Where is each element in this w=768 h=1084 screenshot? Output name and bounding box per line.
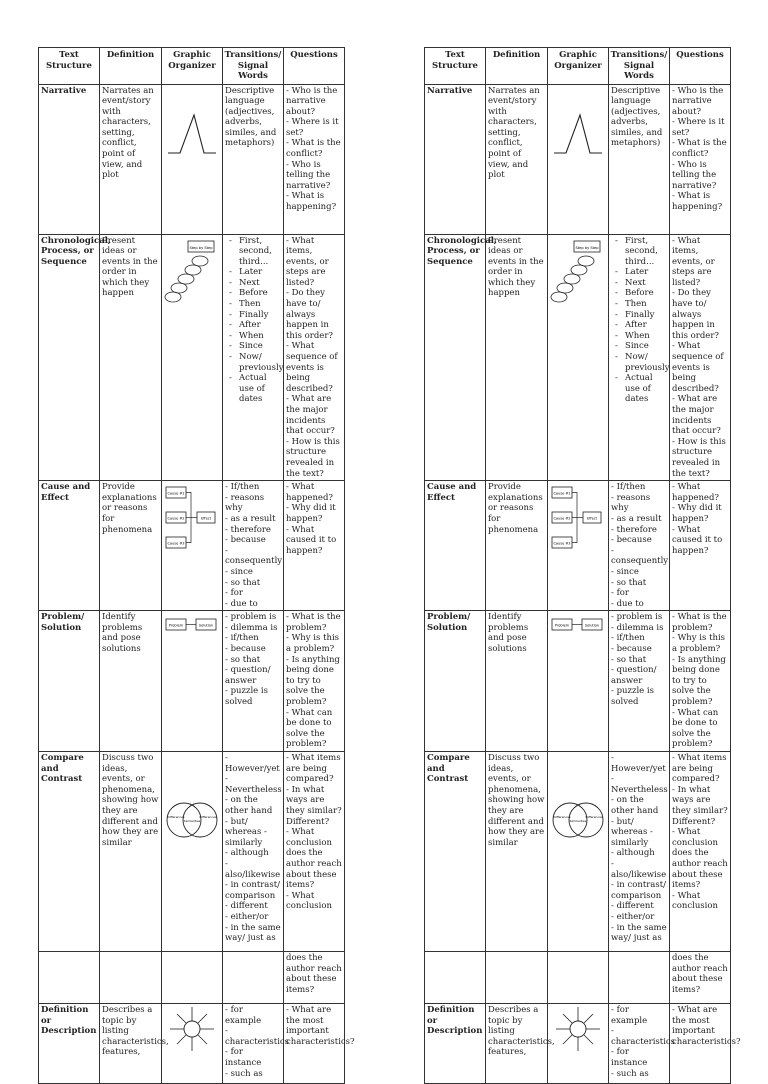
- empty-cell: [223, 952, 284, 1004]
- question-item: - What items, events, or steps are listed?: [672, 235, 715, 288]
- header-questions: Questions: [284, 48, 345, 85]
- solution-label: Solution: [584, 623, 600, 628]
- definition-problem-solution: Identify problems and pose solutions: [486, 611, 548, 752]
- signal-word: - since: [225, 566, 253, 577]
- structure-definition-description: Definition or Description: [425, 1004, 486, 1084]
- signal-word: - If/then: [225, 482, 260, 493]
- row-cause-effect: [425, 481, 731, 611]
- question-item: - In what ways are they similar?: [286, 784, 342, 816]
- signal-word: - question/ answer: [611, 665, 657, 686]
- question-item: - What happened?: [672, 482, 719, 503]
- question-item: - What caused it to happen?: [672, 524, 723, 556]
- structure-compare-contrast: Compare and Contrast: [39, 752, 100, 952]
- structure-problem-solution: Problem/ Solution: [425, 611, 486, 752]
- text-structure-table-left: [38, 47, 355, 1084]
- question-item: - What are the most important characteristics?: [286, 1005, 355, 1047]
- signal-word: - Later: [625, 267, 667, 278]
- signal-word: - Then: [239, 299, 281, 310]
- questions-chronological: [284, 234, 345, 481]
- question-item: - Why is this a problem?: [672, 633, 726, 655]
- signal-word: - for: [225, 588, 243, 599]
- question-item: - Why did it happen?: [672, 503, 722, 524]
- definition-narrative: Narrates an event/story with characters, setting, conflict, point of view, and plot: [100, 84, 162, 234]
- text-structure-table-right: [424, 47, 741, 1084]
- transitions-narrative: Descriptive language (adjectives, adverbs, similes, and metaphors): [223, 84, 284, 234]
- header-definition: Definition: [100, 48, 162, 85]
- signal-word: - due to: [225, 598, 258, 609]
- signal-word: - for example: [611, 1005, 648, 1026]
- empty-cell: [162, 952, 223, 1004]
- signal-word: - if/then: [225, 633, 259, 644]
- question-item: - In what ways are they similar?: [672, 784, 728, 816]
- question-item: - What items are being compared?: [286, 753, 341, 785]
- header-row: [39, 48, 345, 85]
- cause-label: Cause #2: [167, 516, 185, 521]
- question-item: - What is happening?: [672, 191, 723, 213]
- row-compare-contrast: [39, 752, 345, 952]
- header-questions: Questions: [670, 48, 731, 85]
- empty-cell: [548, 952, 609, 1004]
- row-problem-solution: [425, 611, 731, 752]
- signal-word: - although: [611, 848, 655, 859]
- signal-word: - different: [225, 901, 268, 912]
- signal-word: - in the same way/ just as: [611, 922, 667, 944]
- question-item: Different?: [286, 816, 330, 827]
- plot-arc-diagram: [162, 84, 223, 234]
- question-item: - Where is it set?: [286, 117, 339, 138]
- signal-word: - either/or: [225, 911, 269, 922]
- question-item: - Why is this a problem?: [286, 633, 340, 655]
- venn-left-label: Differences: [553, 815, 571, 819]
- cause-label: Cause #3: [553, 541, 571, 546]
- signal-word: - However/yet: [225, 753, 280, 774]
- questions-definition-description: [284, 1004, 355, 1084]
- signal-word: - When: [239, 331, 281, 342]
- header-transitions: Transitions/ Signal Words: [223, 48, 284, 85]
- signal-word: - also/likewise: [611, 858, 667, 880]
- empty-cell: [100, 952, 162, 1004]
- question-item: - What caused it to happen?: [286, 524, 337, 556]
- questions-continuation: does the author reach about these items?: [284, 952, 345, 1004]
- signal-word: - on the other hand: [225, 795, 273, 816]
- signal-word: - Nevertheless: [225, 774, 282, 795]
- questions-problem-solution: [670, 611, 731, 752]
- question-item: - Where is it set?: [672, 117, 725, 138]
- signal-word: - Actual use of dates: [239, 373, 281, 405]
- row-continuation: [39, 952, 345, 1004]
- question-item: - Who is telling the narrative?: [672, 159, 717, 191]
- question-item: - Is anything being done to try to solve the problem?: [672, 654, 726, 708]
- question-item: - What is the problem?: [672, 612, 727, 633]
- cause-effect-diagram: [548, 481, 609, 611]
- header-transitions: Transitions/ Signal Words: [609, 48, 670, 85]
- question-item: - What sequence of events is being described?: [672, 341, 724, 394]
- definition-cause-effect: Provide explanations or reasons for phenomena: [486, 481, 548, 611]
- question-item: - Why did it happen?: [286, 503, 336, 524]
- question-item: - How is this structure revealed in the text?: [672, 436, 726, 479]
- questions-continuation: does the author reach about these items?: [670, 952, 731, 1004]
- signal-word: - therefore: [611, 524, 657, 535]
- question-item: - What conclusion: [672, 890, 718, 912]
- signal-word: - also/likewise: [225, 858, 281, 880]
- signal-word: - Before: [239, 288, 281, 299]
- question-item: - What sequence of events is being described?: [286, 341, 338, 394]
- signal-word: - After: [625, 320, 667, 331]
- effect-label: Effect: [200, 516, 212, 521]
- structure-cause-effect: Cause and Effect: [39, 481, 100, 611]
- question-item: - What can be done to solve the problem?: [286, 707, 333, 750]
- signal-word: - but/ whereas - similarly: [225, 816, 267, 848]
- signal-word: - Now/ previously: [625, 352, 667, 373]
- solution-label: Solution: [198, 623, 214, 628]
- sequence-label: Step by Step: [189, 245, 213, 250]
- row-narrative: [39, 84, 345, 234]
- sequence-chain-diagram: [162, 234, 223, 481]
- question-item: - What is happening?: [286, 191, 337, 213]
- question-item: - What conclusion does the author reach about these items?: [672, 827, 728, 891]
- signal-word: - although: [225, 848, 269, 859]
- row-compare-contrast: [425, 752, 731, 952]
- signal-word: - so that: [611, 577, 647, 588]
- header-text-structure: Text Structure: [425, 48, 486, 85]
- signal-word: - problem is: [611, 612, 663, 623]
- structure-chronological: Chronological, Process, or Sequence: [39, 234, 100, 481]
- signal-word: - since: [611, 566, 639, 577]
- question-item: - Who is the narrative about?: [672, 85, 724, 117]
- venn-center-label: Similarities: [183, 819, 201, 823]
- definition-definition-description: Describes a topic by listing characteristics, features,: [100, 1004, 162, 1084]
- questions-cause-effect: [670, 481, 731, 611]
- signal-word: - Finally: [239, 310, 281, 321]
- signal-word: - Later: [239, 267, 281, 278]
- signal-word: - in the same way/ just as: [225, 922, 281, 944]
- transitions-compare-contrast: [609, 752, 670, 952]
- signal-word: - for example: [225, 1005, 262, 1026]
- venn-diagram: [548, 752, 609, 952]
- structure-definition-description: Definition or Description: [39, 1004, 100, 1084]
- transitions-cause-effect: [223, 481, 284, 611]
- problem-label: Problem: [168, 623, 184, 628]
- questions-compare-contrast: [284, 752, 345, 952]
- transitions-chronological: [609, 234, 670, 481]
- signal-word: - for instance: [611, 1047, 648, 1068]
- question-item: - Who is telling the narrative?: [286, 159, 331, 191]
- row-definition-description: [39, 1004, 345, 1084]
- question-item: - What items are being compared?: [672, 753, 727, 785]
- signal-word: - Next: [239, 278, 281, 289]
- signal-word: - Actual use of dates: [625, 373, 667, 405]
- venn-right-label: Differences: [585, 815, 603, 819]
- cause-label: Cause #1: [167, 491, 185, 496]
- signal-word: - characteristics: [225, 1026, 290, 1047]
- signal-word: - Then: [625, 299, 667, 310]
- transitions-problem-solution: [223, 611, 284, 752]
- signal-word: - either/or: [611, 911, 655, 922]
- signal-word: - because: [611, 535, 652, 546]
- empty-cell: [609, 952, 670, 1004]
- sequence-chain-diagram: [548, 234, 609, 481]
- structure-chronological: Chronological, Process, or Sequence: [425, 234, 486, 481]
- row-chronological: [425, 234, 731, 481]
- signal-word: - due to: [611, 598, 644, 609]
- structure-narrative: Narrative: [39, 84, 100, 234]
- question-item: - What conclusion does the author reach about these items?: [286, 827, 342, 891]
- signal-word: - but/ whereas - similarly: [611, 816, 653, 848]
- venn-center-label: Similarities: [569, 819, 587, 823]
- empty-cell: [39, 952, 100, 1004]
- definition-chronological: Present ideas or events in the order in which they happen: [100, 234, 162, 481]
- venn-left-label: Differences: [167, 815, 185, 819]
- problem-label: Problem: [554, 623, 570, 628]
- row-narrative: [425, 84, 731, 234]
- definition-compare-contrast: Discuss two ideas, events, or phenomena, showing how they are different and how they are similar: [100, 752, 162, 952]
- empty-cell: [425, 952, 486, 1004]
- questions-chronological: [670, 234, 731, 481]
- signal-word: - therefore: [225, 524, 271, 535]
- signal-word: - When: [625, 331, 667, 342]
- signal-word: - because: [611, 644, 652, 655]
- definition-chronological: Present ideas or events in the order in which they happen: [486, 234, 548, 481]
- effect-label: Effect: [586, 516, 598, 521]
- row-definition-description: [425, 1004, 731, 1084]
- signal-word: - for: [611, 588, 629, 599]
- signal-word: - Now/ previously: [239, 352, 281, 373]
- questions-narrative: [670, 84, 731, 234]
- cause-label: Cause #3: [167, 541, 185, 546]
- question-item: - What is the problem?: [286, 612, 341, 633]
- signal-word: - as a result: [225, 513, 276, 524]
- header-row: [425, 48, 731, 85]
- problem-solution-diagram: [162, 611, 223, 752]
- definition-definition-description: Describes a topic by listing characteristics, features,: [486, 1004, 548, 1084]
- signal-word: - so that: [225, 654, 261, 665]
- signal-word: - because: [225, 644, 266, 655]
- signal-word: - such as: [225, 1068, 263, 1079]
- transitions-definition-description: [609, 1004, 676, 1084]
- signal-word: - dilemma is: [611, 622, 664, 633]
- signal-word: - reasons why: [611, 492, 651, 514]
- signal-word: - question/ answer: [225, 665, 271, 686]
- transitions-chronological: [223, 234, 284, 481]
- signal-word: - for instance: [225, 1047, 262, 1068]
- row-problem-solution: [39, 611, 345, 752]
- structure-problem-solution: Problem/ Solution: [39, 611, 100, 752]
- row-cause-effect: [39, 481, 345, 611]
- spoke-diagram: [548, 1004, 609, 1084]
- signal-word: - Next: [625, 278, 667, 289]
- signal-word: - reasons why: [225, 492, 265, 514]
- questions-narrative: [284, 84, 345, 234]
- signal-word: - puzzle is solved: [225, 686, 268, 708]
- signal-word: - Nevertheless: [611, 774, 668, 795]
- questions-problem-solution: [284, 611, 345, 752]
- question-item: - What are the major incidents that occur?: [286, 394, 335, 437]
- question-item: - Do they have to/ always happen in this order?: [672, 288, 719, 341]
- question-item: - What items, events, or steps are listed?: [286, 235, 329, 288]
- signal-word: - in contrast/ comparison: [225, 880, 281, 901]
- questions-compare-contrast: [670, 752, 731, 952]
- header-definition: Definition: [486, 48, 548, 85]
- question-item: - What conclusion: [286, 890, 332, 912]
- transitions-definition-description: [223, 1004, 290, 1084]
- signal-word: - as a result: [611, 513, 662, 524]
- transitions-narrative: Descriptive language (adjectives, adverbs, similes, and metaphors): [609, 84, 670, 234]
- signal-word: - in contrast/ comparison: [611, 880, 667, 901]
- venn-right-label: Differences: [199, 815, 217, 819]
- definition-problem-solution: Identify problems and pose solutions: [100, 611, 162, 752]
- header-text-structure: Text Structure: [39, 48, 100, 85]
- signal-word: - problem is: [225, 612, 277, 623]
- definition-cause-effect: Provide explanations or reasons for phenomena: [100, 481, 162, 611]
- signal-word: - so that: [611, 654, 647, 665]
- row-continuation: [425, 952, 731, 1004]
- signal-word: - such as: [611, 1068, 649, 1079]
- transitions-cause-effect: [609, 481, 670, 611]
- signal-word: - First, second, third...: [625, 236, 667, 268]
- structure-cause-effect: Cause and Effect: [425, 481, 486, 611]
- signal-word: - Since: [625, 341, 667, 352]
- plot-arc-diagram: [548, 84, 609, 234]
- signal-word: - Before: [625, 288, 667, 299]
- signal-word: - consequently: [611, 545, 669, 567]
- question-item: - Who is the narrative about?: [286, 85, 338, 117]
- signal-word: - After: [239, 320, 281, 331]
- signal-word: - First, second, third...: [239, 236, 281, 268]
- question-item: - What is the conflict?: [672, 138, 727, 160]
- cause-label: Cause #1: [553, 491, 571, 496]
- header-graphic-organizer: Graphic Organizer: [162, 48, 223, 85]
- sequence-label: Step by Step: [575, 245, 599, 250]
- question-item: Different?: [672, 816, 716, 827]
- signal-word: - If/then: [611, 482, 646, 493]
- question-item: - How is this structure revealed in the text?: [286, 436, 340, 479]
- structure-narrative: Narrative: [425, 84, 486, 234]
- structure-compare-contrast: Compare and Contrast: [425, 752, 486, 952]
- question-item: - What happened?: [286, 482, 333, 503]
- empty-cell: [486, 952, 548, 1004]
- header-graphic-organizer: Graphic Organizer: [548, 48, 609, 85]
- signal-word: - different: [611, 901, 654, 912]
- definition-narrative: Narrates an event/story with characters, setting, conflict, point of view, and plot: [486, 84, 548, 234]
- question-item: - What are the major incidents that occur?: [672, 394, 721, 437]
- question-item: - Is anything being done to try to solve the problem?: [286, 654, 340, 708]
- question-item: - What are the most important characteristics?: [672, 1005, 741, 1047]
- transitions-problem-solution: [609, 611, 670, 752]
- question-item: - What is the conflict?: [286, 138, 341, 160]
- signal-word: - consequently: [225, 545, 283, 567]
- row-chronological: [39, 234, 345, 481]
- definition-compare-contrast: Discuss two ideas, events, or phenomena, showing how they are different and how they are similar: [486, 752, 548, 952]
- spoke-diagram: [162, 1004, 223, 1084]
- cause-effect-diagram: [162, 481, 223, 611]
- problem-solution-diagram: [548, 611, 609, 752]
- signal-word: - However/yet: [611, 753, 666, 774]
- signal-word: - puzzle is solved: [611, 686, 654, 708]
- signal-word: - on the other hand: [611, 795, 659, 816]
- signal-word: - so that: [225, 577, 261, 588]
- signal-word: - Finally: [625, 310, 667, 321]
- question-item: - What can be done to solve the problem?: [672, 707, 719, 750]
- signal-word: - Since: [239, 341, 281, 352]
- signal-word: - because: [225, 535, 266, 546]
- transitions-compare-contrast: [223, 752, 284, 952]
- questions-cause-effect: [284, 481, 345, 611]
- questions-definition-description: [670, 1004, 741, 1084]
- question-item: - Do they have to/ always happen in this order?: [286, 288, 333, 341]
- signal-word: - characteristics: [611, 1026, 676, 1047]
- signal-word: - if/then: [611, 633, 645, 644]
- venn-diagram: [162, 752, 223, 952]
- signal-word: - dilemma is: [225, 622, 278, 633]
- cause-label: Cause #2: [553, 516, 571, 521]
